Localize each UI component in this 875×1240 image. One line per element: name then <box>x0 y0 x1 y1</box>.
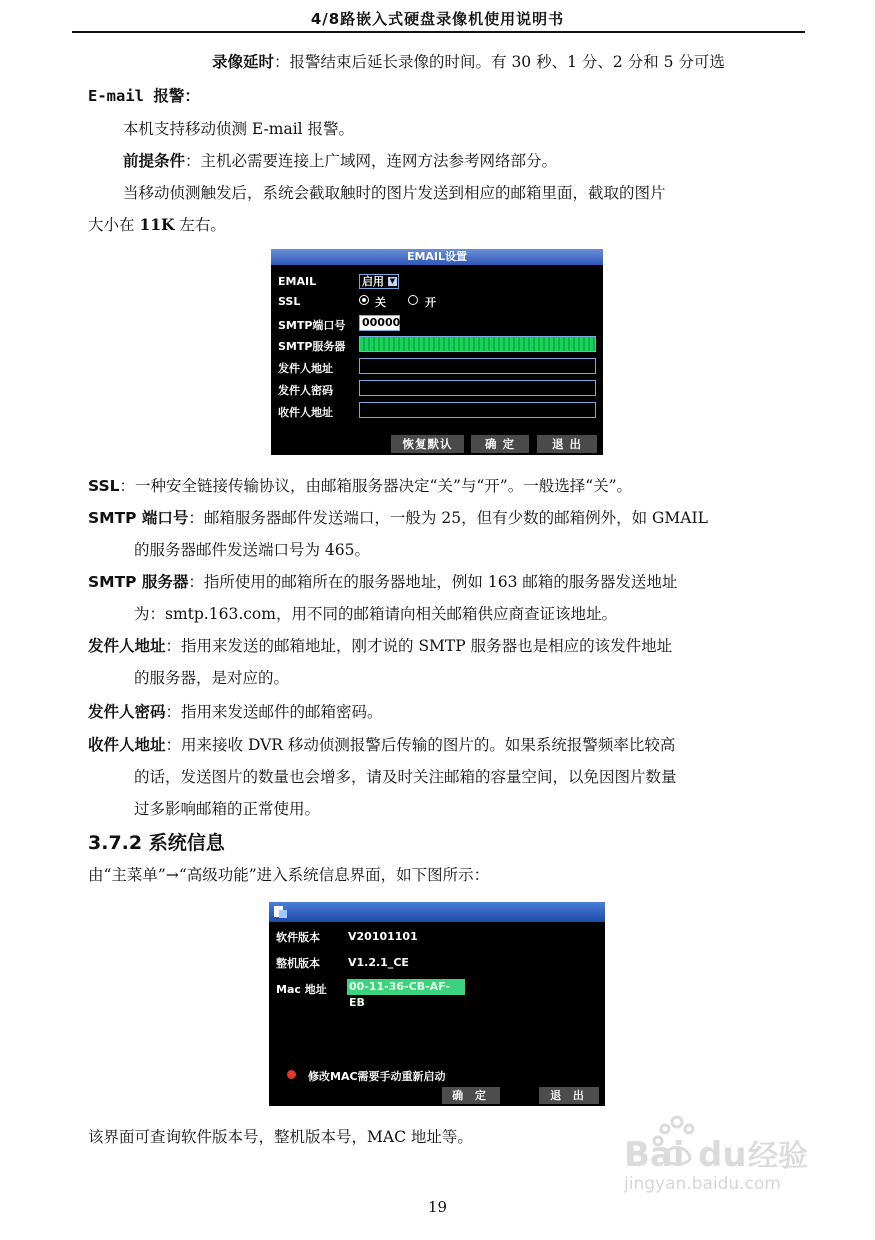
ssl-off-radio[interactable] <box>359 295 369 305</box>
mac-address-label: Mac 地址 <box>276 983 327 996</box>
trigger-suffix: 左右。 <box>174 216 226 234</box>
email-alarm-heading <box>88 86 200 106</box>
exit-button[interactable]: 退 出 <box>539 1087 599 1104</box>
paragraph-trigger-line-2 <box>88 215 226 235</box>
exit-button[interactable]: 退 出 <box>537 435 597 453</box>
ssl-label: SSL <box>278 295 301 308</box>
machine-version-label: 整机版本 <box>276 957 320 970</box>
email-enable-dropdown[interactable] <box>359 274 399 289</box>
item-sender-password-text: ：指用来发送邮件的邮箱密码。 <box>165 703 383 721</box>
item-sender-password-label: 发件人密码 <box>88 703 166 721</box>
sender-address-input[interactable] <box>359 358 596 374</box>
baidu-logo-icon <box>620 1108 820 1172</box>
smtp-server-input[interactable] <box>359 336 596 352</box>
svg-text:经验: 经验 <box>748 1139 808 1172</box>
confirm-button[interactable]: 确 定 <box>471 435 529 453</box>
sender-password-label: 发件人密码 <box>278 384 333 397</box>
item-smtp-server-text: ：指所使用的邮箱所在的服务器地址，例如 163 邮箱的服务器发送地址 <box>188 573 678 591</box>
item-sender-address-label: 发件人地址 <box>88 637 166 655</box>
item-receiver-address-line-2: 的话，发送图片的数量也会增多，请及时关注邮箱的容量空间，以免因图片数量 <box>134 768 677 786</box>
machine-version-value: V1.2.1_CE <box>348 956 409 969</box>
paragraph-navigation: 由“主菜单”→“高级功能”进入系统信息界面，如下图所示： <box>88 866 490 884</box>
item-receiver-address-text: ：用来接收 DVR 移动侦测报警后传输的图片的。如果系统报警频率比较高 <box>165 736 676 754</box>
system-info-screenshot <box>269 902 605 1106</box>
premise-label: 前提条件 <box>123 152 186 170</box>
item-sender-address-text: ：指用来发送的邮箱地址，刚才说的 SMTP 服务器也是相应的该发件地址 <box>165 637 673 655</box>
paragraph-trigger-line-1: 当移动侦测触发后，系统会截取触时的图片发送到相应的邮箱里面，截取的图片 <box>123 184 666 202</box>
item-ssl-label: SSL <box>88 477 120 495</box>
trigger-size: 11K <box>139 215 175 234</box>
receiver-address-label: 收件人地址 <box>278 406 333 419</box>
smtp-port-input[interactable]: 00000 <box>359 315 400 331</box>
baidu-jingyan-watermark <box>620 1108 820 1208</box>
email-label: EMAIL <box>278 275 317 288</box>
item-smtp-port-label: SMTP 端口号 <box>88 509 189 527</box>
section-title: 3.7.2 系统信息 <box>88 832 225 854</box>
confirm-button[interactable]: 确 定 <box>442 1087 500 1104</box>
ssl-off-label: 关 <box>375 296 386 309</box>
item-smtp-server <box>88 572 677 592</box>
mac-restart-notice: 修改MAC需要手动重新启动 <box>308 1070 446 1083</box>
software-version-value: V20101101 <box>348 930 418 943</box>
sender-address-label: 发件人地址 <box>278 362 333 375</box>
ssl-on-radio[interactable] <box>408 295 418 305</box>
svg-text:Bai: Bai <box>624 1135 685 1172</box>
paragraph-bottom: 该界面可查询软件版本号，整机版本号，MAC 地址等。 <box>88 1128 473 1146</box>
svg-text:du: du <box>698 1135 747 1172</box>
item-receiver-address <box>88 735 675 755</box>
receiver-address-input[interactable] <box>359 402 596 418</box>
restore-default-button[interactable]: 恢复默认 <box>391 435 464 453</box>
item-sender-address <box>88 636 672 656</box>
item-sender-password <box>88 702 383 722</box>
watermark-url: jingyan.baidu.com <box>624 1174 781 1194</box>
item-smtp-port <box>88 508 708 528</box>
item-sender-address-line-2: 的服务器，是对应的。 <box>134 669 290 687</box>
ssl-on-label: 开 <box>425 296 436 309</box>
smtp-port-label: SMTP端口号 <box>278 319 346 332</box>
paragraph-record-delay <box>212 52 725 72</box>
record-delay-label: 录像延时 <box>212 53 275 71</box>
trigger-prefix: 大小在 <box>88 216 140 234</box>
software-version-label: 软件版本 <box>276 931 320 944</box>
warning-dot-icon <box>287 1070 296 1079</box>
email-enable-value: 启用 <box>362 275 384 288</box>
page-number: 19 <box>427 1198 448 1216</box>
header-title: 4/8路嵌入式硬盘录像机使用说明书 <box>310 10 565 28</box>
app-icon <box>273 905 288 919</box>
chevron-down-icon: ▼ <box>389 277 396 285</box>
email-alarm-heading-text: E-mail 报警： <box>88 87 200 105</box>
item-ssl <box>88 476 632 496</box>
item-receiver-address-label: 收件人地址 <box>88 736 166 754</box>
email-dialog-title: EMAIL设置 <box>271 249 603 265</box>
header-rule <box>72 31 805 33</box>
item-receiver-address-line-3: 过多影响邮箱的正常使用。 <box>134 800 321 818</box>
email-settings-screenshot <box>271 249 603 455</box>
smtp-server-label: SMTP服务器 <box>278 340 346 353</box>
item-smtp-server-line-2: 为：smtp.163.com，用不同的邮箱请向相关邮箱供应商查证该地址。 <box>134 605 617 623</box>
item-smtp-server-label: SMTP 服务器 <box>88 573 189 591</box>
sender-password-input[interactable] <box>359 380 596 396</box>
item-smtp-port-text: ：邮箱服务器邮件发送端口，一般为 25，但有少数的邮箱例外，如 GMAIL <box>188 509 708 527</box>
sys-dialog-titlebar <box>269 902 605 922</box>
mac-address-input[interactable]: 00-11-36-CB-AF-EB <box>347 979 465 995</box>
premise-text: ：主机必需要连接上广域网，连网方法参考网络部分。 <box>185 152 558 170</box>
item-smtp-port-line-2: 的服务器邮件发送端口号为 465。 <box>134 541 371 559</box>
paragraph-premise <box>123 151 557 171</box>
paragraph-support: 本机支持移动侦测 E-mail 报警。 <box>123 120 355 138</box>
item-ssl-text: ：一种安全链接传输协议，由邮箱服务器决定“关”与“开”。一般选择“关”。 <box>119 477 633 495</box>
record-delay-text: ：报警结束后延长录像的时间。有 30 秒、1 分、2 分和 5 分可选 <box>274 53 725 71</box>
